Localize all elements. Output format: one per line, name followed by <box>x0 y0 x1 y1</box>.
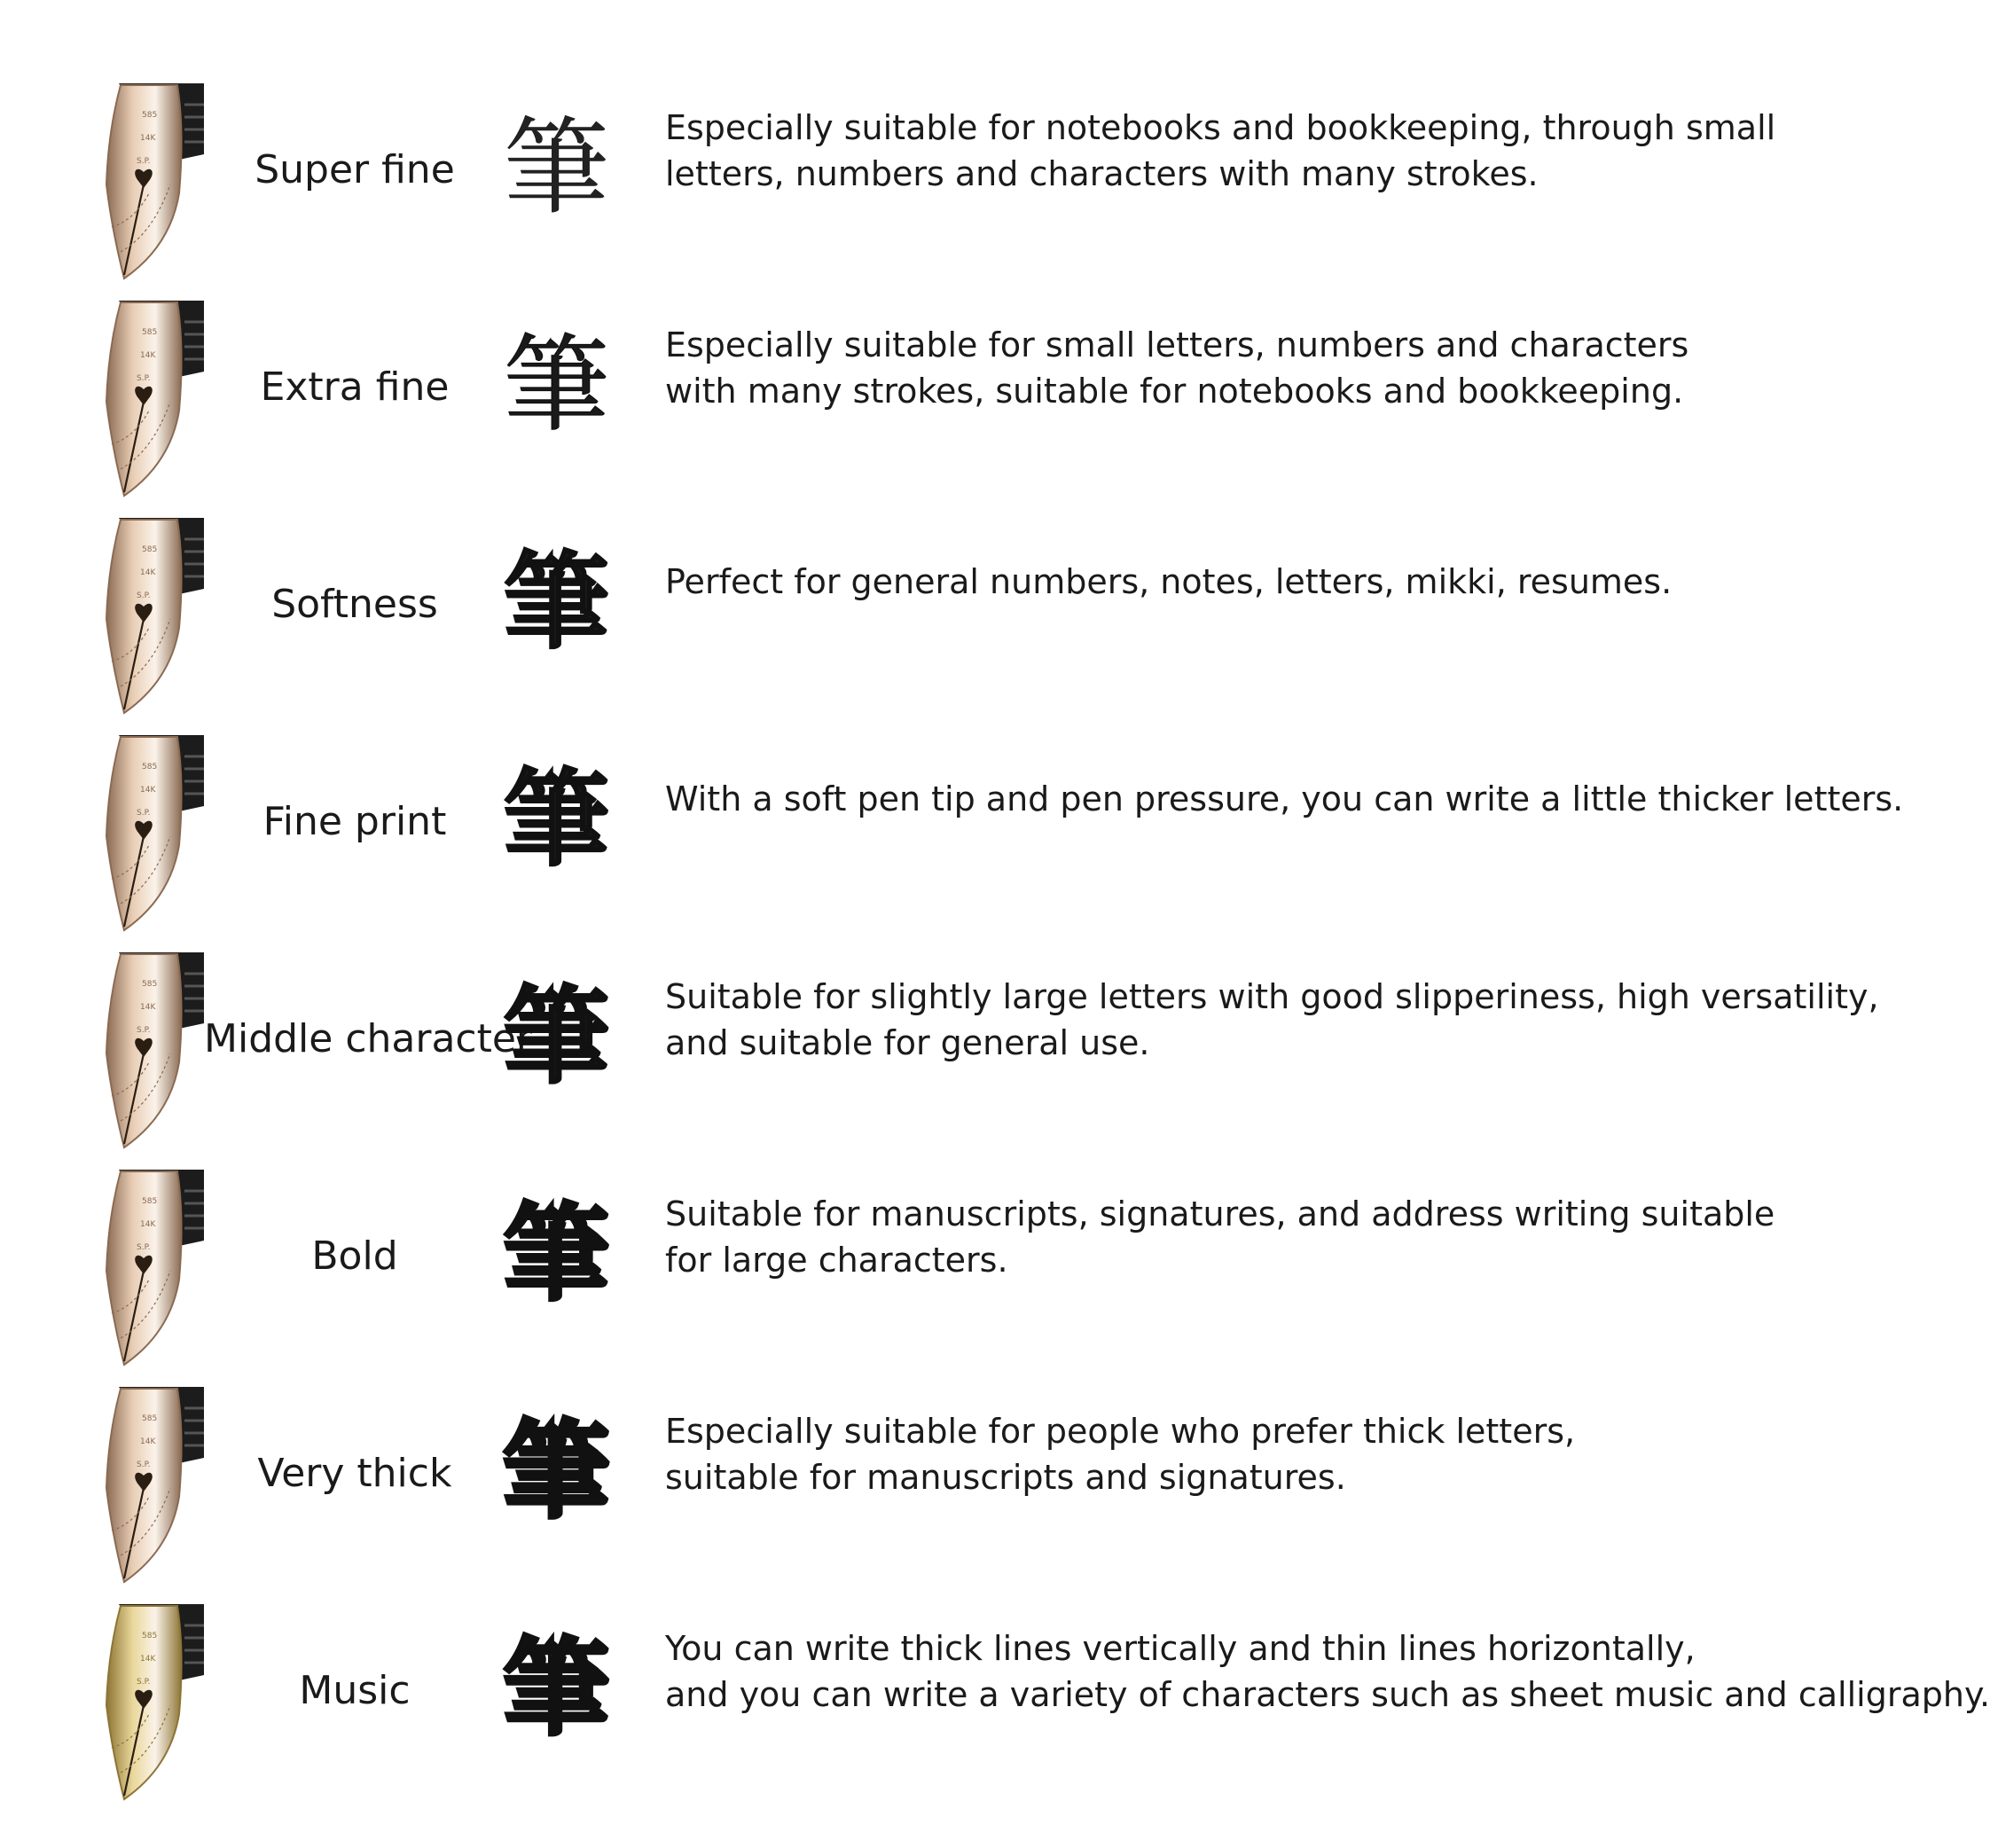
fountain-pen-nib-icon <box>99 1599 215 1803</box>
nib-grade-row <box>0 730 1904 934</box>
writing-sample-glyph: 筆 <box>504 1409 609 1532</box>
svg-text:585: 585 <box>142 328 158 337</box>
description-line: Suitable for manuscripts, signatures, and address writing suitable <box>665 1194 1775 1233</box>
nib-grade-description <box>665 559 1818 605</box>
svg-text:585: 585 <box>142 545 158 554</box>
svg-text:585: 585 <box>142 1632 158 1640</box>
description-line: letters, numbers and characters with many strokes. <box>665 154 1539 193</box>
svg-text:585: 585 <box>142 111 158 120</box>
description-line: and you can write a variety of characters such as sheet music and calligraphy. <box>665 1675 1990 1714</box>
nib-grade-label: Music <box>299 1668 411 1713</box>
nib-grade-row <box>0 513 1848 716</box>
writing-sample-glyph: 筆 <box>504 106 609 229</box>
nib-grade-description <box>665 105 1818 197</box>
nib-grade-description <box>665 776 1904 822</box>
svg-text:S.P.: S.P. <box>137 157 151 166</box>
nib-grade-description <box>665 974 1879 1066</box>
svg-text:14K: 14K <box>140 1003 156 1012</box>
nib-grade-row <box>0 78 1848 282</box>
nib-grade-description <box>665 322 1818 414</box>
description-line: for large characters. <box>665 1241 1008 1280</box>
nib-grade-label: Super fine <box>255 147 455 192</box>
svg-text:14K: 14K <box>140 1655 156 1664</box>
writing-sample-glyph: 筆 <box>504 757 609 881</box>
nib-grade-label: Extra fine <box>260 364 450 410</box>
nib-grade-label: Fine print <box>262 799 447 844</box>
nib-grade-label: Softness <box>271 582 438 627</box>
nib-grade-label: Bold <box>311 1233 398 1279</box>
description-line: You can write thick lines vertically and thin lines horizontally, <box>665 1629 1696 1668</box>
nib-grade-row <box>0 1382 1848 1586</box>
description-line: and suitable for general use. <box>665 1023 1150 1062</box>
description-line: Especially suitable for small letters, numbers and characters <box>665 325 1689 364</box>
description-line: with many strokes, suitable for notebooks and bookkeeping. <box>665 372 1684 411</box>
svg-text:14K: 14K <box>140 568 156 577</box>
svg-text:14K: 14K <box>140 134 156 143</box>
nib-grade-row <box>0 947 1879 1151</box>
fountain-pen-nib-icon <box>99 295 215 499</box>
description-line: Especially suitable for people who prefer thick letters, <box>665 1412 1576 1451</box>
fountain-pen-nib-icon <box>99 1164 215 1368</box>
nib-grade-label: Very thick <box>257 1451 452 1496</box>
svg-text:14K: 14K <box>140 351 156 360</box>
fountain-pen-nib-icon <box>99 513 215 716</box>
description-line: Especially suitable for notebooks and bookkeeping, through small <box>665 108 1776 147</box>
fountain-pen-nib-icon <box>99 1382 215 1586</box>
svg-text:14K: 14K <box>140 1220 156 1229</box>
writing-sample-glyph: 筆 <box>504 540 609 663</box>
svg-text:585: 585 <box>142 980 158 989</box>
nib-grade-row <box>0 1599 1990 1803</box>
nib-grade-description <box>665 1191 1818 1283</box>
description-line: Suitable for slightly large letters with good slipperiness, high versatility, <box>665 977 1879 1016</box>
svg-text:S.P.: S.P. <box>137 1026 151 1035</box>
svg-text:S.P.: S.P. <box>137 1678 151 1687</box>
fountain-pen-nib-icon <box>99 730 215 934</box>
writing-sample-glyph: 筆 <box>504 1626 609 1750</box>
svg-text:14K: 14K <box>140 1437 156 1446</box>
fountain-pen-nib-icon <box>99 947 215 1151</box>
description-line: Perfect for general numbers, notes, letters, mikki, resumes. <box>665 562 1673 601</box>
svg-text:S.P.: S.P. <box>137 1460 151 1469</box>
writing-sample-glyph: 筆 <box>504 1192 609 1315</box>
writing-sample-glyph: 筆 <box>504 975 609 1098</box>
svg-text:585: 585 <box>142 1414 158 1423</box>
nib-grade-label: Middle character <box>204 1016 533 1061</box>
writing-sample-glyph: 筆 <box>504 324 609 446</box>
svg-text:14K: 14K <box>140 786 156 795</box>
nib-grade-row <box>0 1164 1848 1368</box>
description-line: With a soft pen tip and pen pressure, you can write a little thicker letters. <box>665 779 1904 818</box>
svg-text:S.P.: S.P. <box>137 1243 151 1252</box>
svg-text:S.P.: S.P. <box>137 591 151 600</box>
svg-text:585: 585 <box>142 1197 158 1206</box>
description-line: suitable for manuscripts and signatures. <box>665 1458 1346 1497</box>
svg-text:585: 585 <box>142 763 158 771</box>
fountain-pen-nib-icon <box>99 78 215 282</box>
svg-text:S.P.: S.P. <box>137 374 151 383</box>
svg-text:S.P.: S.P. <box>137 809 151 818</box>
nib-grade-description <box>665 1625 1990 1718</box>
nib-grade-row <box>0 295 1848 499</box>
nib-grade-description <box>665 1408 1818 1500</box>
